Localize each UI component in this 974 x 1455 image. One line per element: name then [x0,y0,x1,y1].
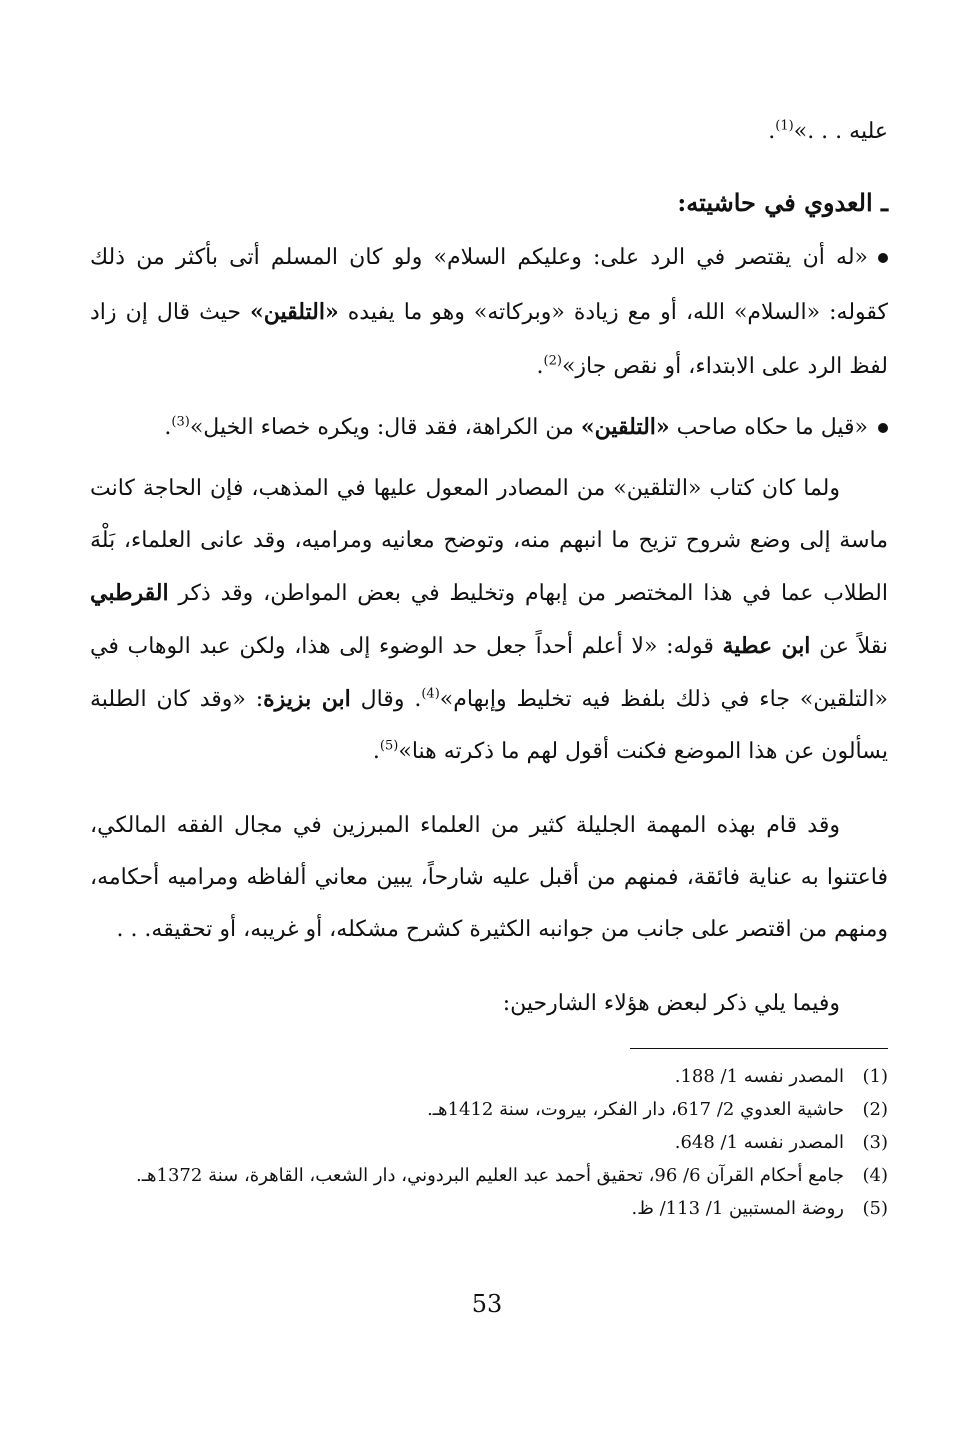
section-heading: ـ العدوي في حاشيته: [677,188,888,217]
opening-quote-end [90,105,888,159]
bullet-2-bold: «التلقين» [580,414,670,440]
bullet-2-rest: من الكراهة، فقد قال: ويكره خصاء الخيل» [189,415,581,440]
para-1-part: نقلاً عن [810,634,888,659]
page-number: 53 [471,1290,503,1318]
bullet-1-text: «له أن يقتصر في الرد على: وعليكم السلام» ولو كان المسلم أتى بأكثر من ذلك كقوله: «السلام» الله، أو مع زيادة «وبركاته» وهو ما يفيده [90,245,888,325]
bullet-1-bold: «التلقين» [249,299,339,325]
footnote-text: روضة المستبين 1/ 113/ ظ. [631,1198,844,1219]
footnote-ref-2: (2) [543,353,562,369]
footnote-text: حاشية العدوي 2/ 617، دار الفكر، بيروت، سنة 1412هـ. [427,1099,844,1120]
footnote-ref-3: (3) [171,414,190,430]
footnotes [90,1060,888,1225]
footnote-ref-4: (4) [421,686,440,702]
footnote-number: (5) [862,1198,888,1219]
bullet-1-rest: حيث قال إن زاد لفظ الرد على الابتداء، أو نقص جاز» [90,300,888,379]
para-1-part: . [372,739,380,764]
para-1-part: قوله: «لا أعلم أحداً جعل حد الوضوء إلى هذا، ولكن عبد الوهاب في «التلقين» جاء في ذلك بلفظ فيه تخليط وإبهام» [90,634,888,712]
bullet-item-1 [90,231,888,394]
footnote-number: (1) [862,1066,888,1087]
name-ibn-atiyya: ابن عطية [722,633,811,659]
footnote-number: (3) [862,1132,888,1153]
bullet-dot-icon [878,423,888,433]
name-ibn-bazizah: ابن بزيزة [263,686,351,712]
footnote-item [90,1192,888,1225]
paragraph-2: وقد قام بهذه المهمة الجليلة كثير من العلماء المبرزين في مجال الفقه المالكي، فاعتنوا به عناية فائقة، فمنهم من أقبل عليه شارحاً، يبين معاني ألفاظه ومراميه أحكامه، ومنهم من اقتصر على جانب من جوانبه الكثيرة كشرح مشكله، أو غريبه، أو تحقيقه. . . [90,813,888,942]
opening-text: عليه . . .» [793,119,888,144]
footnote-ref-1: (1) [775,118,794,134]
para-1-part: : «وقد كان الطلبة يسألون عن هذا الموضع فكنت أقول لهم ما ذكرته هنا» [90,687,888,764]
bullet-2-text: «قيل ما حكاه صاحب [669,415,868,440]
footnote-number: (2) [862,1099,888,1120]
footnote-item [90,1093,888,1126]
opening-end: . [768,119,776,144]
para-1-part: . وقال [350,687,422,712]
footnote-item [90,1060,888,1093]
footnote-text: جامع أحكام القرآن 6/ 96، تحقيق أحمد عبد العليم البردوني، دار الشعب، القاهرة، سنة 1372هـ. [136,1165,844,1186]
bullet-item-2 [90,400,888,455]
footnote-separator [630,1048,888,1049]
name-qurtubi: القرطبي [90,580,169,606]
footnote-text: المصدر نفسه 1/ 188. [674,1066,844,1087]
paragraph-3: وفيما يلي ذكر لبعض هؤلاء الشارحين: [502,991,840,1016]
footnote-item [90,1159,888,1192]
footnote-text: المصدر نفسه 1/ 648. [674,1132,844,1153]
bullet-dot-icon [878,253,888,263]
bullet-2-end: . [164,415,172,440]
bullet-1-end: . [536,354,544,379]
para-1-part: ولما كان كتاب «التلقين» من المصادر المعول عليها في المذهب، فإن الحاجة كانت ماسة إلى وضع شروح تزيح ما انبهم منه، وتوضح معانيه ومراميه، وقد عانى العلماء، بَلْهَ الطلاب عما في هذا المختصر من إبهام وتخليط في بعض المواطن، وقد ذكر [90,476,888,606]
paragraph-1 [90,463,888,778]
footnote-number: (4) [862,1165,888,1186]
footnote-item [90,1126,888,1159]
footnote-ref-5: (5) [379,738,399,754]
main-text-column [90,105,888,1052]
